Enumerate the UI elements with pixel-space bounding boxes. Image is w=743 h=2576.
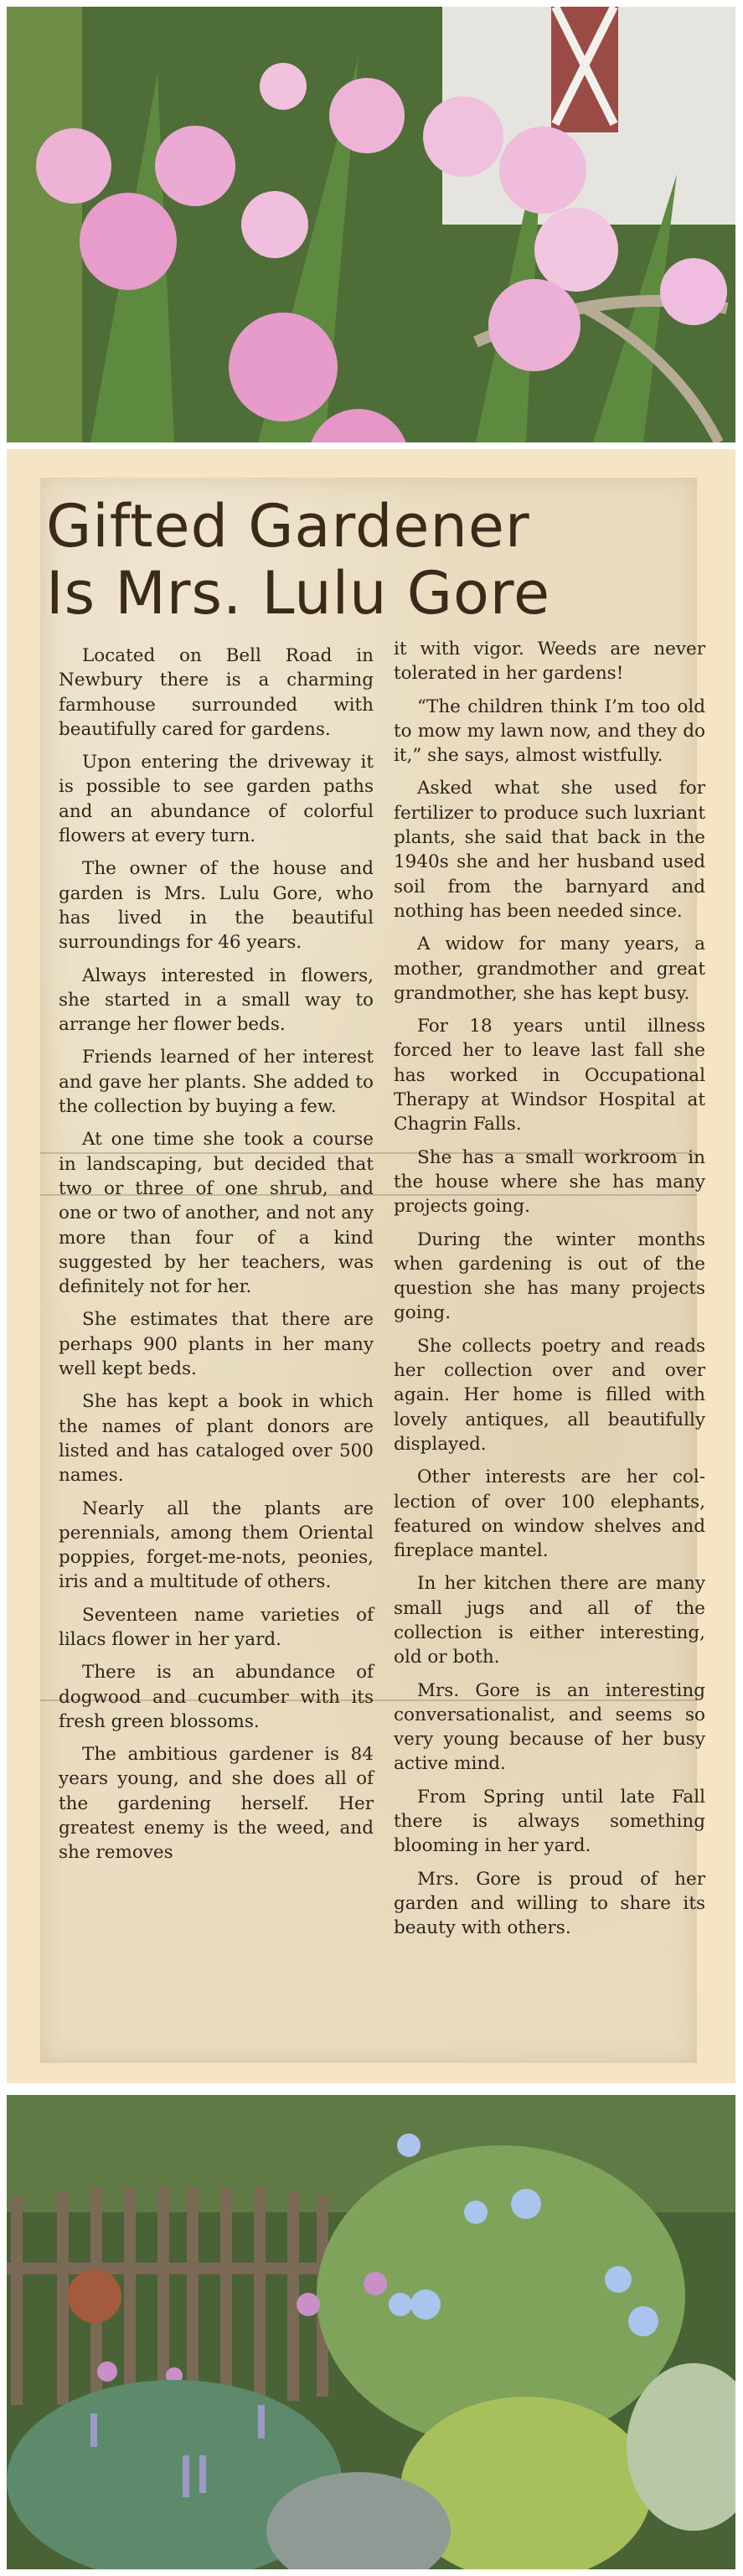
paragraph: From Spring until late Fall there is always something blooming in her yard.	[394, 1786, 705, 1857]
article-column-left	[59, 644, 374, 1874]
peony-garden-illustration	[7, 7, 735, 442]
paragraph: At one time she took a course in landscaping, but decided that two or three of one shrub, and one or two of another, and not any more than four of a kind suggested by her teachers, was definitely not for her.	[59, 1129, 374, 1298]
article-column-right	[394, 637, 705, 1949]
headline-line: Gifted Gardener	[46, 492, 530, 561]
paragraph: For 18 years until illness forced her to leave last fall she has worked in Occupational Therapy at Windsor Hospital at Chagrin Falls.	[394, 1016, 705, 1135]
paragraph: She has kept a book in which the names of plant donors are listed and has cataloged over 500 names.	[59, 1391, 374, 1487]
paragraph: Seventeen name varieties of lilacs flower in her yard.	[59, 1604, 374, 1650]
paragraph: She estimates that there are perhaps 900 plants in her many well kept beds.	[59, 1309, 374, 1380]
paragraph: Asked what she used for fertilizer to produce such luxriant plants, she said that back in the 1940s she and her husband used soil from the barnyard and nothing has been needed since.	[394, 778, 705, 922]
shade-garden-illustration	[7, 2095, 735, 2569]
peony-garden-photo	[7, 7, 735, 442]
article-headline	[46, 493, 683, 627]
paragraph: There is an abundance of dogwood and cucumber with its fresh green blossoms.	[59, 1662, 374, 1732]
paragraph: She collects poetry and reads her collection over and over again. Her home is filled with lovely antiques, all beautifully displayed.	[394, 1335, 705, 1455]
paragraph: A widow for many years, a mother, grandmother and great grandmother, she has kept busy.	[394, 934, 705, 1004]
paragraph: it with vigor. Weeds are never tolerated in her gardens!	[394, 639, 705, 685]
paragraph: During the winter months when gardening is out of the question she has many projects going.	[394, 1229, 705, 1324]
paragraph: Mrs. Gore is an interesting conversationalist, and seems so very young because of her busy active mind.	[394, 1679, 705, 1775]
shade-garden-photo	[7, 2095, 735, 2569]
paragraph: “The children think I’m too old to mow my lawn now, and they do it,” she says, almost wistfully.	[394, 696, 705, 767]
lawn	[7, 7, 82, 442]
paragraph: The ambitious gardener is 84 years young, and she does all of the gardening herself. Her greatest enemy is the weed, and she removes	[59, 1744, 374, 1864]
paragraph: Located on Bell Road in Newbury there is a charming farmhouse surrounded with beautifully cared for gardens.	[59, 645, 374, 740]
paragraph: Mrs. Gore is proud of her garden and willing to share its beauty with others.	[394, 1868, 705, 1939]
paragraph: She has a small workroom in the house where she has many projects going.	[394, 1146, 705, 1218]
paragraph: Upon entering the driveway it is possible to see garden paths and an abundance of colorful flowers at every turn.	[59, 752, 374, 847]
paragraph: Nearly all the plants are perennials, among them Oriental poppies, forget-me-nots, peonies, iris and a multitude of others.	[59, 1497, 374, 1593]
paragraph: Always interested in flowers, she started in a small way to arrange her flower beds.	[59, 965, 374, 1036]
paragraph: In her kitchen there are many small jugs and all of the collection is either interesting, old or both.	[394, 1573, 705, 1668]
paragraph: Other interests are her collection of over 100 elephants, featured on window shelves and fireplace mantel.	[394, 1466, 705, 1562]
paragraph: The owner of the house and garden is Mrs. Lulu Gore, who has lived in the beautiful surroundings for 46 years.	[59, 858, 374, 954]
headline-line: Is Mrs. Lulu Gore	[46, 559, 551, 628]
terracotta-face-plaque	[68, 2269, 121, 2323]
paragraph: Friends learned of her interest and gave her plants. She added to the collection by buying a few.	[59, 1047, 374, 1118]
